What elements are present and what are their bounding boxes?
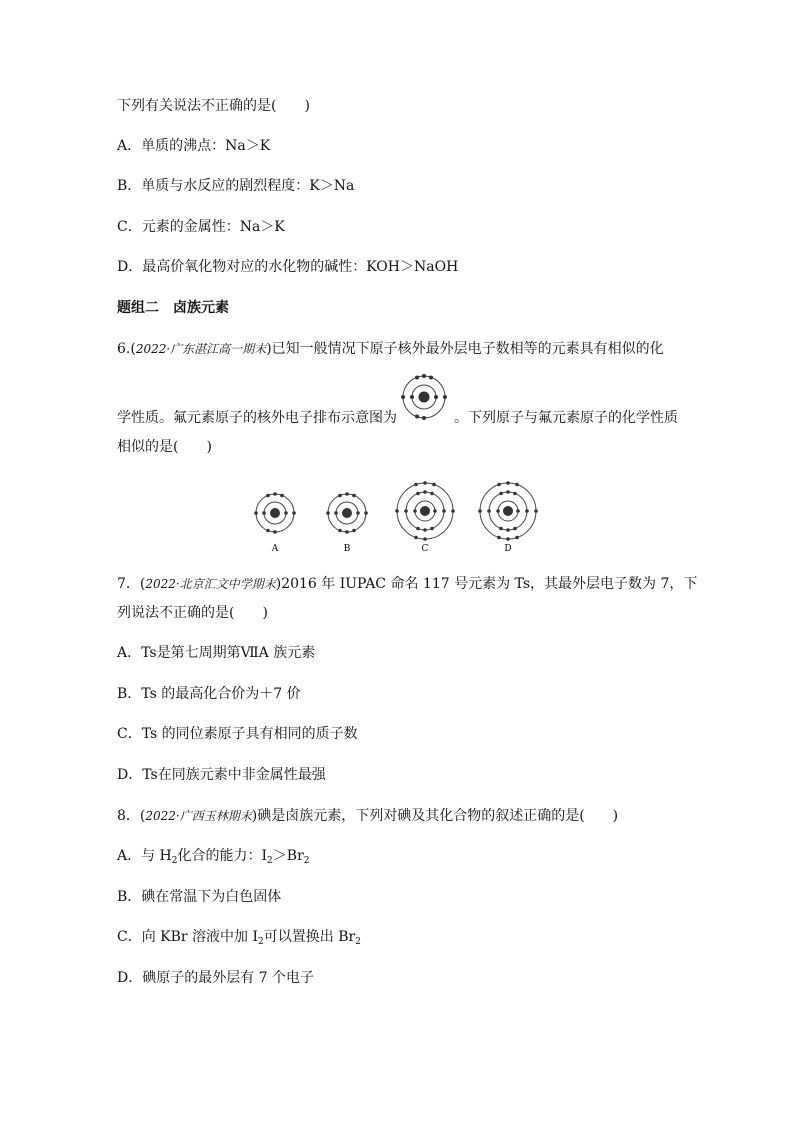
- q5-option-a: A．单质的沸点：Na＞K: [117, 138, 271, 154]
- q6-stem-line3: [117, 437, 212, 457]
- q8-c-mid: 可以置换出 Br: [263, 929, 356, 945]
- q6-stem-a: )已知一般情况下原子核外最外层电子数相等的元素具有相似的化: [266, 341, 664, 357]
- q8-a-gt: ＞Br: [272, 848, 304, 864]
- q7-option-c: C．Ts 的同位素原子具有相同的质子数: [117, 726, 358, 742]
- q7-number: 7．(: [117, 576, 146, 592]
- q6-stem-c-end: ): [206, 439, 212, 455]
- q8-stem-text: )碘是卤族元素，下列对碘及其化合物的叙述正确的是(: [251, 808, 585, 824]
- q8-a-mid: 化合的能力：I: [177, 848, 268, 864]
- q8-option-b: B．碘在常温下为白色固体: [117, 889, 282, 905]
- q8-c-sub2: 2: [355, 937, 361, 947]
- q7-stem-b: 列说法不正确的是(: [117, 605, 235, 621]
- q8-a-pre: A．与 H: [117, 848, 172, 864]
- q6-stem-b1: 学性质。氟元素原子的核外电子排布示意图为: [117, 410, 397, 426]
- q8-stem-end: ): [612, 808, 619, 824]
- q5-stem: [117, 96, 310, 116]
- option-b-atom: [326, 492, 368, 534]
- fluorine-atom-diagram: [396, 372, 452, 422]
- q5-option-b: B．单质与水反应的剧烈程度：K＞Na: [117, 178, 355, 194]
- option-label-d: D: [504, 544, 512, 554]
- q5-option-d: D．最高价氧化物对应的水化物的碱性：KOH＞NaOH: [117, 259, 459, 275]
- q5-stem-end: ): [304, 98, 310, 114]
- q8-a-sub3: 2: [303, 856, 310, 866]
- q6-number: 6.(: [117, 341, 136, 357]
- q7-stem-line1: [117, 574, 697, 594]
- q8-number: 8．(: [117, 808, 146, 824]
- q8-a-sub1: 2: [171, 856, 178, 866]
- q7-source: 2022·北京汇文中学期末: [145, 577, 276, 591]
- option-label-c: C: [421, 544, 429, 554]
- option-c-atom: [395, 481, 455, 541]
- q7-stem-line2: [117, 603, 268, 623]
- q7-option-b: B．Ts 的最高化合价为＋7 价: [117, 686, 301, 702]
- q8-option-a: [117, 846, 310, 866]
- option-label-b: B: [343, 544, 351, 554]
- q8-source: 2022·广西玉林期末: [145, 809, 252, 823]
- group-heading: 题组二 卤族元素: [117, 300, 229, 316]
- q5-option-c: C．元素的金属性：Na＞K: [117, 219, 285, 235]
- q6-option-diagrams: [248, 478, 548, 556]
- q8-a-sub2: 2: [267, 856, 273, 866]
- q6-stem-c: 相似的是(: [117, 439, 179, 455]
- q6-stem-line1: [117, 339, 664, 359]
- option-label-a: A: [271, 544, 279, 554]
- q7-stem-b-end: ): [262, 605, 268, 621]
- q7-option-d: D．Ts在同族元素中非金属性最强: [117, 767, 326, 783]
- q8-c-sub1: 2: [258, 937, 264, 947]
- q5-stem-text: 下列有关说法不正确的是(: [117, 98, 277, 114]
- q6-stem-b2: 。下列原子与氟元素原子的化学性质: [454, 410, 678, 426]
- option-a-atom: [254, 492, 296, 534]
- q6-source: 2022·广东湛江高一期末: [135, 342, 267, 356]
- q7-stem-a: )2016 年 IUPAC 命名 117 号元素为 Ts，其最外层电子数为 7，下: [275, 576, 698, 592]
- q8-c-pre: C．向 KBr 溶液中加 I: [117, 929, 259, 945]
- option-d-atom: [478, 481, 538, 541]
- q8-option-c: [117, 927, 361, 947]
- q7-option-a: A．Ts是第七周期第ⅦA 族元素: [117, 645, 316, 661]
- q8-stem: [117, 806, 618, 826]
- q8-option-d: D．碘原子的最外层有 7 个电子: [117, 970, 315, 986]
